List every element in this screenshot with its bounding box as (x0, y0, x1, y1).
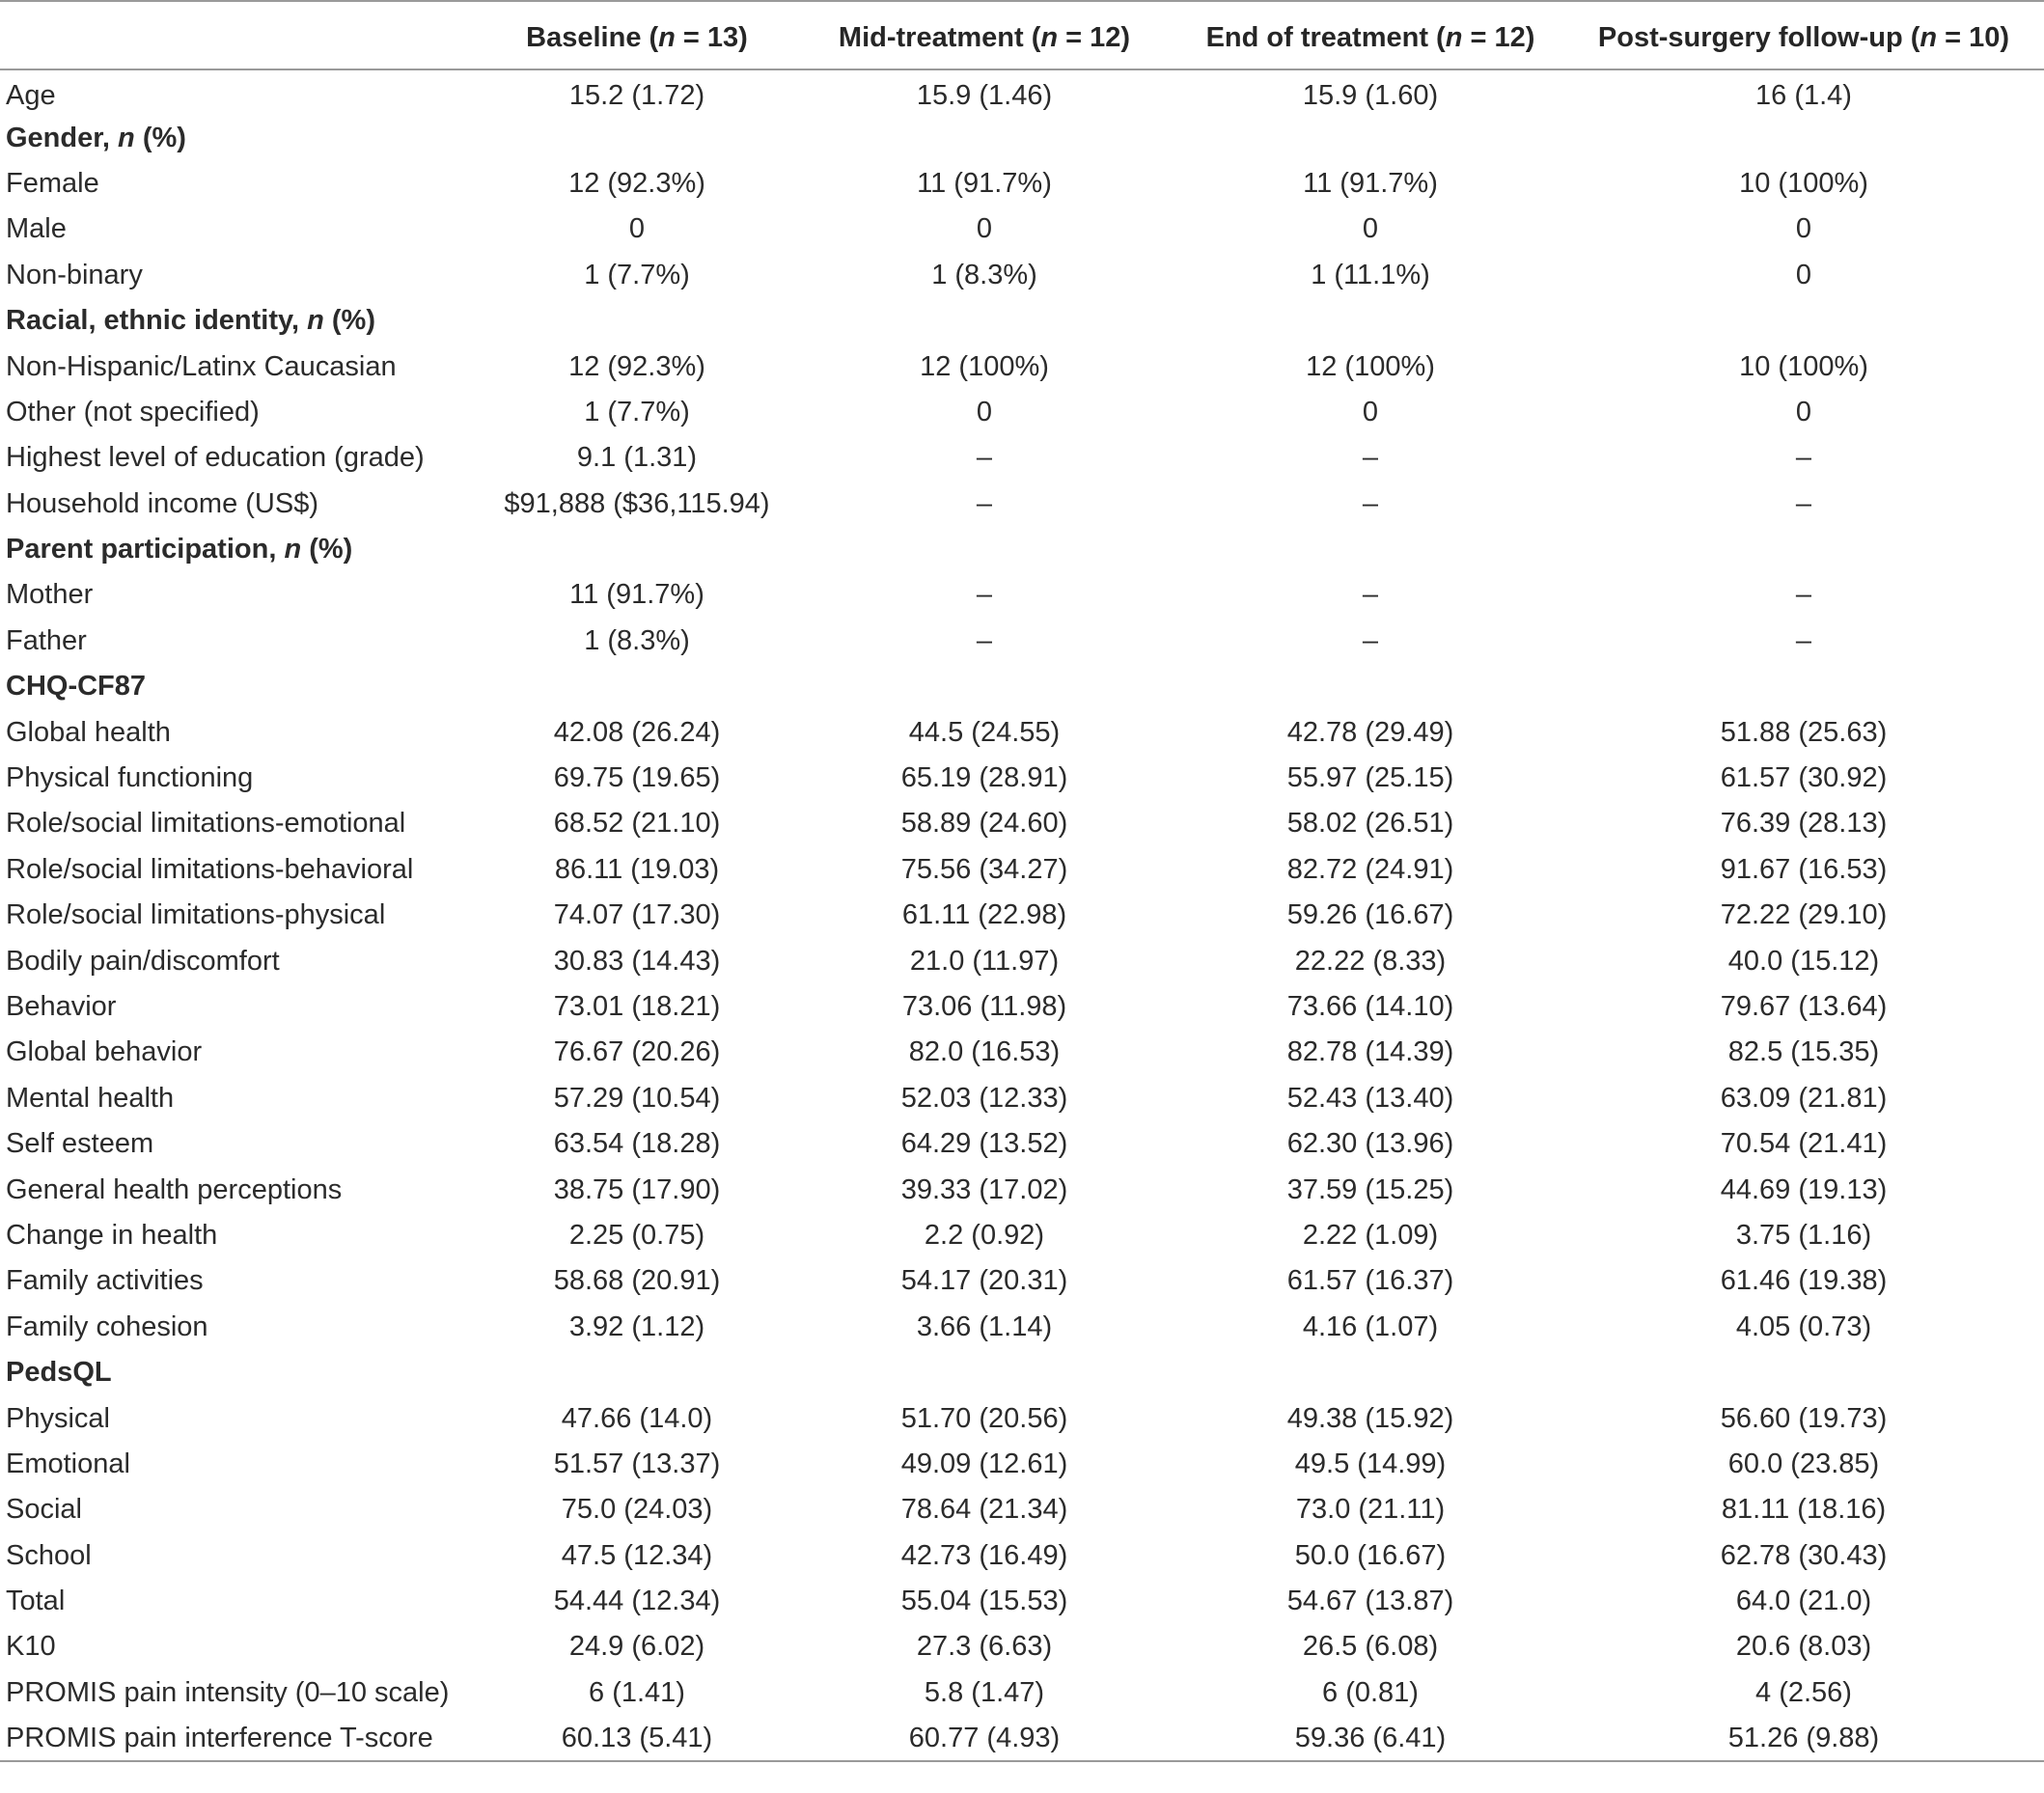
row-label: Non-Hispanic/Latinx Caucasian (6, 350, 397, 382)
table-cell: 52.43 (13.40) (1286, 1082, 1454, 1114)
table-cell: 51.26 (9.88) (1563, 1716, 2044, 1761)
table-cell: 1 (7.7%) (584, 396, 690, 428)
row-label: Self esteem (6, 1128, 154, 1160)
table-cell: 12 (92.3%) (568, 167, 705, 199)
table-cell: 73.66 (14.10) (1286, 991, 1454, 1022)
table-cell: 75.0 (24.03) (561, 1494, 713, 1526)
table-cell: – (976, 442, 993, 474)
row-label: Bodily pain/discomfort (6, 945, 280, 977)
table-row (0, 1167, 2044, 1212)
table-cell: 76.67 (20.26) (553, 1036, 721, 1068)
table-cell: 44.5 (24.55) (908, 716, 1061, 748)
table-cell: – (1795, 624, 1812, 656)
table-row (0, 756, 2044, 801)
table-cell: 11 (91.7%) (569, 579, 704, 611)
table-cell: 61.11 (22.98) (901, 899, 1067, 931)
section-label (0, 527, 483, 572)
table-cell: – (976, 624, 993, 656)
row-label: Family cohesion (6, 1310, 208, 1342)
table-cell: 55.04 (15.53) (900, 1586, 1068, 1617)
table-cell: 51.70 (20.56) (900, 1402, 1068, 1434)
table-cell: 54.67 (13.87) (1286, 1586, 1454, 1617)
header-cell-4 (1563, 1, 2044, 69)
table-cell: 60.0 (23.85) (1727, 1448, 1880, 1479)
header-n-value: = 13) (675, 22, 748, 53)
row-label: Role/social limitations-behavioral (6, 853, 414, 885)
empty-cell (1563, 298, 2044, 344)
section-label-italic: n (284, 534, 302, 565)
row-label: Father (6, 624, 87, 656)
table-row (0, 1395, 2044, 1441)
table-cell: 12 (92.3%) (568, 350, 705, 382)
row-label: Female (6, 167, 99, 199)
header-cell-2 (791, 1, 1177, 69)
section-label-text: Parent participation, (6, 534, 285, 565)
table-row (0, 847, 2044, 893)
table-cell: 15.9 (1.46) (916, 79, 1053, 111)
table-cell: 0 (1795, 213, 1812, 245)
table-cell: 82.5 (15.35) (1727, 1036, 1880, 1068)
header-label: Baseline ( (526, 22, 659, 53)
table-cell: 49.5 (14.99) (1294, 1448, 1447, 1479)
row-label: Physical functioning (6, 762, 254, 794)
header-label: Mid-treatment ( (838, 22, 1041, 53)
section-label-suffix: (%) (301, 534, 353, 565)
header-row (0, 1, 2044, 69)
empty-cell (1177, 1350, 1563, 1395)
table-cell: 47.66 (14.0) (561, 1402, 713, 1434)
section-label-text: Gender, (6, 122, 119, 153)
section-label-italic: n (307, 305, 324, 337)
row-label: Role/social limitations-emotional (6, 808, 406, 840)
table-row (0, 390, 2044, 435)
row-label: Highest level of education (grade) (6, 442, 425, 474)
table-body (0, 69, 2044, 1761)
table-cell: 82.0 (16.53) (908, 1036, 1061, 1068)
row-label: School (6, 1539, 92, 1571)
section-label-text: Racial, ethnic identity, (6, 305, 308, 337)
table-cell: 75.56 (34.27) (900, 853, 1068, 885)
empty-cell (483, 298, 791, 344)
table-row (0, 1579, 2044, 1624)
section-label-text: PedsQL (6, 1357, 112, 1389)
table-cell: 61.57 (30.92) (1720, 762, 1888, 794)
table-cell: 3.75 (1.16) (1735, 1219, 1872, 1251)
table-cell: 76.39 (28.13) (1720, 808, 1888, 840)
section-header-row (0, 298, 2044, 344)
table-cell: 0 (1795, 396, 1812, 428)
table-cell: 2.22 (1.09) (1302, 1219, 1439, 1251)
table-row (0, 938, 2044, 983)
table-cell: 9.1 (1.31) (576, 442, 698, 474)
table-cell: 42.78 (29.49) (1286, 716, 1454, 748)
row-label: Male (6, 213, 67, 245)
table-cell: 1 (8.3%) (584, 624, 690, 656)
table-cell: 30.83 (14.43) (553, 945, 721, 977)
table-row (0, 1670, 2044, 1716)
table-cell: 2.2 (0.92) (924, 1219, 1045, 1251)
table-cell: 1 (8.3%) (931, 259, 1037, 290)
table-cell: 61.57 (16.37) (1286, 1265, 1454, 1297)
table-row (0, 1076, 2044, 1121)
table-row (0, 1305, 2044, 1350)
table-cell: 0 (976, 213, 993, 245)
header-cell-label (0, 1, 483, 69)
table-cell: $91,888 ($36,115.94) (504, 487, 770, 519)
table-cell: 11 (91.7%) (1303, 167, 1438, 199)
header-n-label: n (1920, 22, 1938, 53)
table-cell: 54.17 (20.31) (900, 1265, 1068, 1297)
table-cell: 24.9 (6.02) (568, 1631, 705, 1663)
section-header-row (0, 664, 2044, 709)
table-cell: 4 (2.56) (1755, 1676, 1852, 1708)
table-cell: 86.11 (19.03) (554, 853, 720, 885)
table-cell: 6 (0.81) (1322, 1676, 1419, 1708)
section-header-row (0, 527, 2044, 572)
table-cell: 39.33 (17.02) (900, 1173, 1068, 1205)
table-cell: 91.67 (16.53) (1720, 853, 1888, 885)
empty-cell (791, 298, 1177, 344)
empty-cell (1563, 664, 2044, 709)
table-cell: – (976, 487, 993, 519)
header-n-label: n (1040, 22, 1059, 53)
table-cell: 1 (11.1%) (1311, 259, 1430, 290)
header-label: End of treatment ( (1205, 22, 1446, 53)
table-cell: 15.2 (1.72) (568, 79, 705, 111)
row-label: Emotional (6, 1448, 130, 1479)
table-cell: 49.38 (15.92) (1286, 1402, 1454, 1434)
header-n-label: n (658, 22, 676, 53)
table-cell: 27.3 (6.63) (916, 1631, 1053, 1663)
table-cell: 38.75 (17.90) (553, 1173, 721, 1205)
section-label-suffix: (%) (323, 305, 375, 337)
table-row (0, 801, 2044, 846)
table-cell: 61.46 (19.38) (1720, 1265, 1888, 1297)
table-cell: 49.09 (12.61) (900, 1448, 1068, 1479)
table-cell: 42.73 (16.49) (900, 1539, 1068, 1571)
row-label: Non-binary (6, 259, 143, 290)
table-cell: 79.67 (13.64) (1720, 991, 1888, 1022)
table-cell: 0 (976, 396, 993, 428)
table-cell: 4.16 (1.07) (1302, 1310, 1439, 1342)
table-cell: 82.78 (14.39) (1286, 1036, 1454, 1068)
table-cell: – (976, 579, 993, 611)
table-row (0, 572, 2044, 618)
table-row (0, 893, 2044, 938)
table-cell: 63.09 (21.81) (1720, 1082, 1888, 1114)
table-cell: 58.68 (20.91) (553, 1265, 721, 1297)
table-cell: 73.01 (18.21) (553, 991, 721, 1022)
table-row (0, 1030, 2044, 1075)
header-n-value: = 12) (1462, 22, 1535, 53)
table-cell: 12 (100%) (1306, 350, 1435, 382)
table-cell: 64.0 (21.0) (1735, 1586, 1872, 1617)
table-cell: 0 (628, 213, 646, 245)
table-row (0, 709, 2044, 755)
table-cell: 73.0 (21.11) (1295, 1494, 1446, 1526)
empty-cell (483, 527, 791, 572)
table-cell: 42.08 (26.24) (553, 716, 721, 748)
row-label: General health perceptions (6, 1173, 343, 1205)
table-cell: 58.89 (24.60) (900, 808, 1068, 840)
table-cell: 10 (100%) (1739, 167, 1868, 199)
section-label-suffix: (%) (134, 122, 186, 153)
table-row (0, 435, 2044, 481)
empty-cell (1563, 1350, 2044, 1395)
table-row (0, 1487, 2044, 1532)
row-label: Social (6, 1494, 82, 1526)
empty-cell (1177, 527, 1563, 572)
table-cell: 11 (91.7%) (917, 167, 1052, 199)
table-cell: 60.13 (5.41) (483, 1716, 791, 1761)
table-cell: 37.59 (15.25) (1286, 1173, 1454, 1205)
table-cell: 0 (1362, 213, 1379, 245)
table-cell: 12 (100%) (920, 350, 1049, 382)
empty-cell (1177, 115, 1563, 160)
table-cell: 68.52 (21.10) (553, 808, 721, 840)
table-cell: 3.66 (1.14) (916, 1310, 1053, 1342)
table-cell: 52.03 (12.33) (900, 1082, 1068, 1114)
table-cell: – (1362, 624, 1379, 656)
row-label: Family activities (6, 1265, 204, 1297)
table-cell: 3.92 (1.12) (568, 1310, 705, 1342)
table-row (0, 482, 2044, 527)
table-cell: 2.25 (0.75) (568, 1219, 705, 1251)
header-label: Post-surgery follow-up ( (1597, 22, 1920, 53)
table-cell: 65.19 (28.91) (900, 762, 1068, 794)
table-row (0, 1442, 2044, 1487)
table-cell: 44.69 (19.13) (1720, 1173, 1888, 1205)
table-cell: 81.11 (18.16) (1721, 1494, 1887, 1526)
row-label: PROMIS pain interference T-score (0, 1716, 483, 1761)
table-cell: 16 (1.4) (1755, 79, 1852, 111)
table-cell: 6 (1.41) (589, 1676, 685, 1708)
table-cell: 70.54 (21.41) (1720, 1128, 1888, 1160)
empty-cell (483, 664, 791, 709)
table-row (0, 207, 2044, 252)
table-cell: 0 (1795, 259, 1812, 290)
table-header (0, 1, 2044, 69)
row-label: Mother (6, 579, 94, 611)
empty-cell (483, 1350, 791, 1395)
table-cell: 40.0 (15.12) (1727, 945, 1880, 977)
empty-cell (791, 527, 1177, 572)
table-cell: 51.88 (25.63) (1720, 716, 1888, 748)
table-cell: 57.29 (10.54) (553, 1082, 721, 1114)
row-label: Total (6, 1586, 66, 1617)
table-cell: 59.36 (6.41) (1177, 1716, 1563, 1761)
table-cell: 15.9 (1.60) (1302, 79, 1439, 111)
header-cell-3 (1177, 1, 1563, 69)
table-cell: 60.77 (4.93) (791, 1716, 1177, 1761)
table-cell: 74.07 (17.30) (553, 899, 721, 931)
table-cell: 1 (7.7%) (584, 259, 690, 290)
table-cell: 47.5 (12.34) (561, 1539, 713, 1571)
table-cell: 51.57 (13.37) (553, 1448, 721, 1479)
section-label (0, 1350, 483, 1395)
table-row (0, 161, 2044, 207)
section-label (0, 298, 483, 344)
table-row (0, 984, 2044, 1030)
table-cell: 63.54 (18.28) (553, 1128, 721, 1160)
table-row (0, 1533, 2044, 1579)
table-row (0, 1716, 2044, 1761)
table-cell: 56.60 (19.73) (1720, 1402, 1888, 1434)
table-cell: 73.06 (11.98) (901, 991, 1067, 1022)
section-header-row (0, 1350, 2044, 1395)
empty-cell (483, 115, 791, 160)
empty-cell (1177, 664, 1563, 709)
table-cell: 0 (1362, 396, 1379, 428)
table-cell: 82.72 (24.91) (1286, 853, 1454, 885)
header-cell-1 (483, 1, 791, 69)
table-cell: – (1795, 487, 1812, 519)
table-cell: – (1795, 579, 1812, 611)
table-cell: 72.22 (29.10) (1720, 899, 1888, 931)
table-cell: – (1795, 442, 1812, 474)
section-label-italic: n (118, 122, 135, 153)
section-label (0, 664, 483, 709)
table-cell: – (1362, 487, 1379, 519)
empty-cell (1177, 298, 1563, 344)
section-label (0, 115, 483, 160)
row-label: Change in health (6, 1219, 218, 1251)
table-cell: 5.8 (1.47) (924, 1676, 1045, 1708)
row-label: PROMIS pain intensity (0–10 scale) (6, 1676, 450, 1708)
empty-cell (1563, 115, 2044, 160)
table-cell: 58.02 (26.51) (1286, 808, 1454, 840)
table-row (0, 253, 2044, 298)
table-cell: 78.64 (21.34) (900, 1494, 1068, 1526)
table-cell: 20.6 (8.03) (1735, 1631, 1872, 1663)
table-cell: 4.05 (0.73) (1735, 1310, 1872, 1342)
row-label: Behavior (6, 991, 117, 1022)
header-n-value: = 12) (1058, 22, 1131, 53)
table-cell: 62.30 (13.96) (1286, 1128, 1454, 1160)
table-row (0, 69, 2044, 115)
table-cell: – (1362, 579, 1379, 611)
table-row (0, 1258, 2044, 1304)
row-label: Role/social limitations-physical (6, 899, 386, 931)
row-label: Physical (6, 1402, 110, 1434)
empty-cell (791, 1350, 1177, 1395)
row-label: Household income (US$) (6, 487, 318, 519)
table-cell: 21.0 (11.97) (909, 945, 1060, 977)
table-cell: 22.22 (8.33) (1294, 945, 1447, 977)
table-cell: 54.44 (12.34) (553, 1586, 721, 1617)
row-label: Global behavior (6, 1036, 203, 1068)
table-row (0, 1213, 2044, 1258)
row-label: Age (6, 79, 56, 111)
empty-cell (1563, 527, 2044, 572)
table-cell: 69.75 (19.65) (553, 762, 721, 794)
table-cell: 64.29 (13.52) (900, 1128, 1068, 1160)
table-row (0, 1624, 2044, 1669)
table-row (0, 619, 2044, 664)
table-cell: 59.26 (16.67) (1286, 899, 1454, 931)
table-cell: – (1362, 442, 1379, 474)
table-cell: 62.78 (30.43) (1720, 1539, 1888, 1571)
empty-cell (791, 664, 1177, 709)
table-cell: 10 (100%) (1739, 350, 1868, 382)
table-cell: 55.97 (25.15) (1286, 762, 1454, 794)
table-cell: 26.5 (6.08) (1302, 1631, 1439, 1663)
row-label: Mental health (6, 1082, 175, 1114)
table-row (0, 344, 2044, 389)
row-label: Global health (6, 716, 171, 748)
row-label: Other (not specified) (6, 396, 260, 428)
row-label: K10 (6, 1631, 56, 1663)
table-row (0, 1121, 2044, 1167)
empty-cell (791, 115, 1177, 160)
header-n-label: n (1445, 22, 1463, 53)
section-header-row (0, 115, 2044, 160)
header-n-value: = 10) (1937, 22, 2010, 53)
table-cell: 50.0 (16.67) (1294, 1539, 1447, 1571)
section-label-text: CHQ-CF87 (6, 671, 147, 703)
